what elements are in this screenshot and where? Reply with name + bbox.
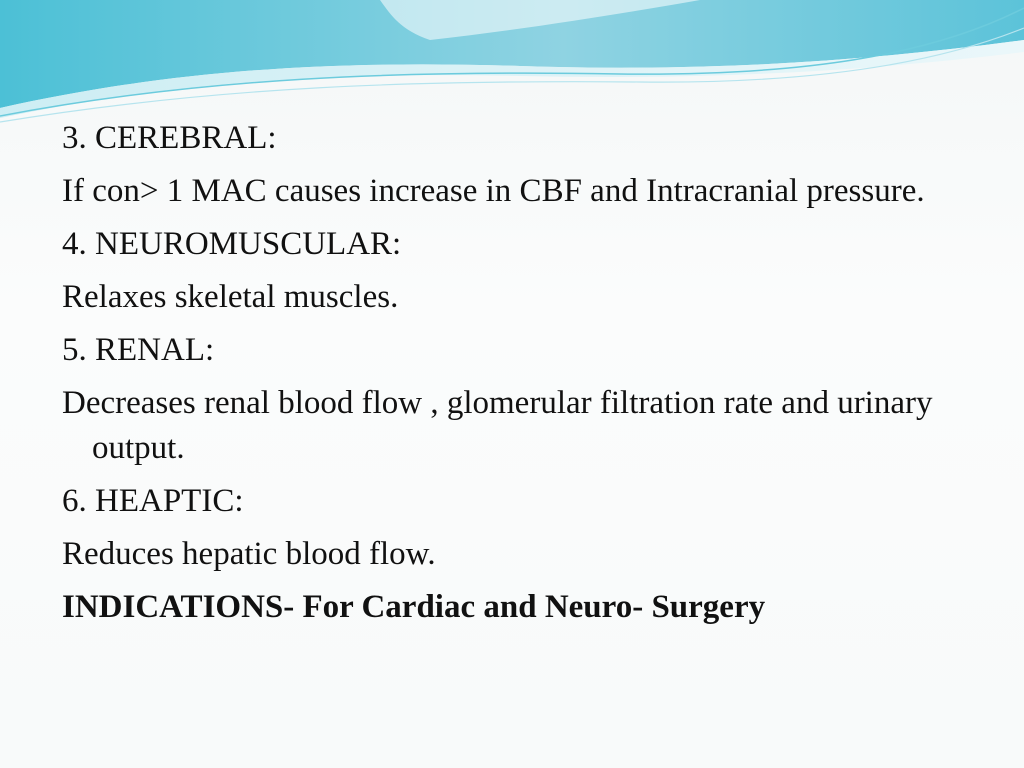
line-renal-text: Decreases renal blood flow , glomerular filtration rate and urinary output. — [62, 385, 933, 466]
line-renal-heading: 5. RENAL: — [62, 332, 215, 368]
slide-content — [62, 116, 962, 638]
line-indications: INDICATIONS- For Cardiac and Neuro- Surgery — [62, 589, 766, 625]
line-neuromuscular-heading: 4. NEUROMUSCULAR: — [62, 226, 402, 262]
line-neuromuscular-text: Relaxes skeletal muscles. — [62, 279, 399, 315]
line-hepatic-text: Reduces hepatic blood flow. — [62, 536, 436, 572]
line-cerebral-text: If con> 1 MAC causes increase in CBF and Intracranial pressure. — [62, 173, 925, 209]
line-hepatic-heading: 6. HEAPTIC: — [62, 483, 244, 519]
line-cerebral-heading: 3. CEREBRAL: — [62, 120, 277, 156]
header-wave-decoration — [0, 0, 1024, 130]
